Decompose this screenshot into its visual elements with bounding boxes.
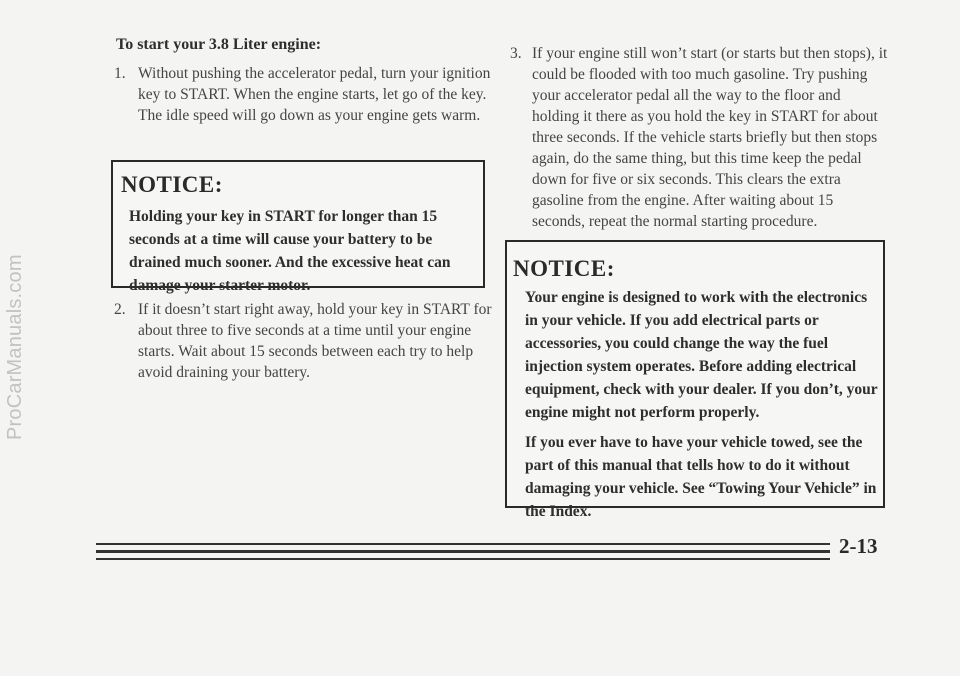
step-3	[510, 43, 888, 232]
notice-paragraph: Your engine is designed to work with the electronics in your vehicle. If you add electrical parts or accessories, you could change the way the fuel injection system operates. Before adding electrical equipment, check with your dealer. If you don’t, your engine might not perform properly.	[525, 289, 878, 421]
step-number: 1.	[114, 65, 126, 82]
notice-paragraph: Holding your key in START for longer than 15 seconds at a time will cause your battery to be drained much sooner. And the excessive heat can damage your starter motor.	[129, 208, 451, 294]
step-2	[116, 299, 492, 383]
section-heading: To start your 3.8 Liter engine:	[116, 36, 322, 53]
page-number: 2-13	[839, 534, 878, 558]
step-number: 3.	[510, 45, 522, 62]
step-text: If your engine still won’t start (or starts but then stops), it could be flooded with too much gasoline. Try pushing your accelerator pedal all the way to the floor and holding it there as you hold the key in START for about three seconds. If the vehicle starts briefly but then stops again, do the same thing, but this time keep the pedal down for five or six seconds. This clears the extra gasoline from the engine. After waiting about 15 seconds, repeat the normal starting procedure.	[532, 45, 888, 230]
step-text: If it doesn’t start right away, hold your key in START for about three to five seconds at a time until your engine starts. Wait about 15 seconds between each try to help avoid draining your battery.	[138, 301, 492, 381]
notice-body	[525, 286, 879, 530]
footer-rule	[96, 558, 830, 560]
step-number: 2.	[114, 301, 126, 318]
footer-rule	[96, 543, 830, 545]
notice-box-electrical	[505, 240, 885, 520]
notice-title: NOTICE:	[121, 172, 223, 197]
watermark-text: ProCarManuals.com	[4, 254, 26, 440]
step-1	[116, 63, 492, 126]
notice-body	[129, 205, 479, 304]
notice-title: NOTICE:	[513, 256, 615, 281]
notice-box-battery	[111, 160, 485, 294]
footer-rule	[96, 550, 830, 553]
step-text: Without pushing the accelerator pedal, turn your ignition key to START. When the engine starts, let go of the key. The idle speed will go down as your engine gets warm.	[138, 65, 491, 124]
notice-paragraph: If you ever have to have your vehicle towed, see the part of this manual that tells how to do it without damaging your vehicle. See “Towing Your Vehicle” in the Index.	[525, 434, 877, 520]
